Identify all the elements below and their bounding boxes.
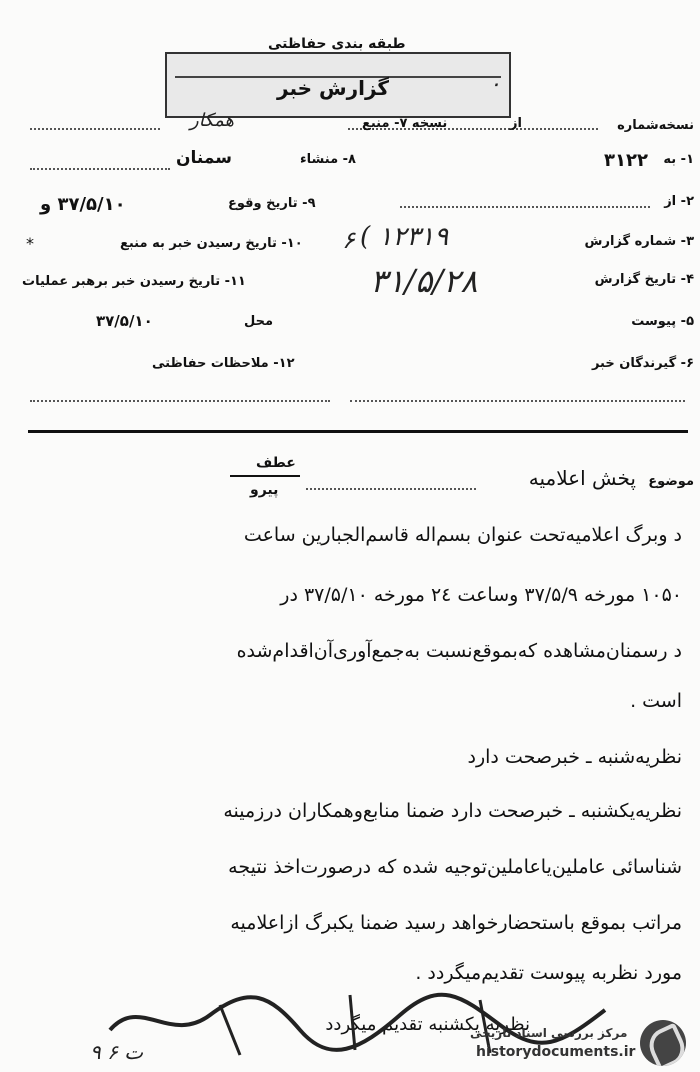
body-line-7: شناسائی عاملین‌یاعاملین‌توجیه شده که درصورت‌اخذ نتیجه: [228, 856, 682, 878]
field-origin-value: سمنان: [176, 148, 232, 168]
peyro-label: پیرو: [250, 482, 279, 498]
field-attachment-label: ۵- پیوست: [631, 314, 694, 329]
field-source-received-date-value: ۶: [342, 226, 355, 254]
body-line-6: نظریه‌یکشنبه ـ خبرصحت دارد ضمنا منابع‌وهمکاران درزمینه: [223, 800, 682, 822]
report-title-stamp: [165, 52, 511, 118]
field-security-notes-label: ۱۲- ملاحظات حفاظتی: [152, 356, 295, 371]
field-to-label: ۱- به: [663, 152, 694, 167]
watermark-url: historydocuments.ir: [476, 1044, 636, 1060]
field-report-date-value: ۳۱/۵/۲۸: [370, 262, 478, 300]
watermark-org: مرکز بررسی اسناد تاریخی: [470, 1026, 628, 1040]
field-to-value: ۳۱۲۲: [604, 150, 648, 171]
field-source-label: نسخه ۷- منبع: [362, 116, 448, 131]
field-origin-line: [30, 168, 170, 170]
archive-logo-icon: [640, 1020, 686, 1066]
field-place-value: ۳۷/۵/۱۰: [96, 312, 153, 330]
field-from-line: [400, 206, 650, 208]
stamp-corner-mark: ۰: [489, 72, 501, 97]
atf-peyro-divider: [230, 475, 300, 477]
field-operations-received-date-label: ۱۱- تاریخ رسیدن خبر برهبر عملیات: [22, 274, 246, 289]
field-place-label: محل: [244, 314, 274, 329]
handwritten-mark: ت ۶ ۹: [90, 1040, 144, 1064]
body-line-4: است .: [630, 690, 682, 712]
body-line-3: د رسمنان‌مشاهده که‌بموقع‌نسبت به‌جمع‌آوری‌آن‌اقدام‌شده: [236, 640, 682, 662]
field-from-label: ۲- از: [664, 194, 694, 209]
field-origin-label: ۸- منشاء: [300, 152, 356, 167]
field-recipients-line: [350, 400, 685, 402]
field-source-line: [30, 128, 160, 130]
section-divider: [28, 430, 688, 433]
logo-leaf-shape: [644, 1023, 686, 1066]
subject-line: [306, 488, 476, 490]
asterisk-mark: *: [26, 234, 34, 253]
body-line-9: مورد نظربه پیوست تقدیم‌میگردد .: [415, 962, 682, 984]
field-report-date-label: ۴- تاریخ گزارش: [594, 272, 694, 287]
field-source-value: همکار: [190, 110, 235, 131]
body-line-1: د وبرگ اعلامیه‌تحت عنوان بسم‌اله قاسم‌الجبارین ساعت: [243, 524, 682, 546]
field-occurrence-date-label: ۹- تاریخ وقوع: [228, 196, 316, 211]
subject-value: پخش اعلامیه: [528, 466, 636, 490]
body-line-2: ۱۰۵۰ مورخه ۳۷/۵/۹ وساعت ۲٤ مورخه ۳۷/۵/۱۰ در: [280, 584, 682, 606]
field-security-notes-line: [30, 400, 330, 402]
body-line-10: نظریه یکشنبه تقدیم میگردد: [325, 1014, 530, 1035]
field-from2-label: از: [510, 116, 522, 131]
field-occurrence-date-value: ۳۷/۵/۱۰ و: [40, 194, 126, 215]
body-line-8: مراتب بموقع باستحضارخواهد رسید ضمنا یکبرگ ازاعلامیه: [230, 912, 682, 934]
report-title: گزارش خبر: [277, 76, 390, 100]
field-recipients-label: ۶- گیرندگان خبر: [591, 356, 694, 371]
classification-label: طبقه بندی حفاظتی: [268, 36, 406, 52]
field-report-number-value: ( ۱۲۳۱۹: [360, 222, 449, 252]
atf-label: عطف: [256, 455, 296, 471]
subject-label: موضوع: [648, 474, 694, 489]
field-report-number-label: ۳- شماره گزارش: [584, 234, 694, 249]
body-line-5: نظریه‌شنبه ـ خبرصحت دارد: [467, 746, 682, 768]
field-source-received-date-label: ۱۰- تاریخ رسیدن خبر به منبع: [120, 236, 303, 251]
field-copy-number-label: نسخه‌شماره: [617, 118, 694, 133]
